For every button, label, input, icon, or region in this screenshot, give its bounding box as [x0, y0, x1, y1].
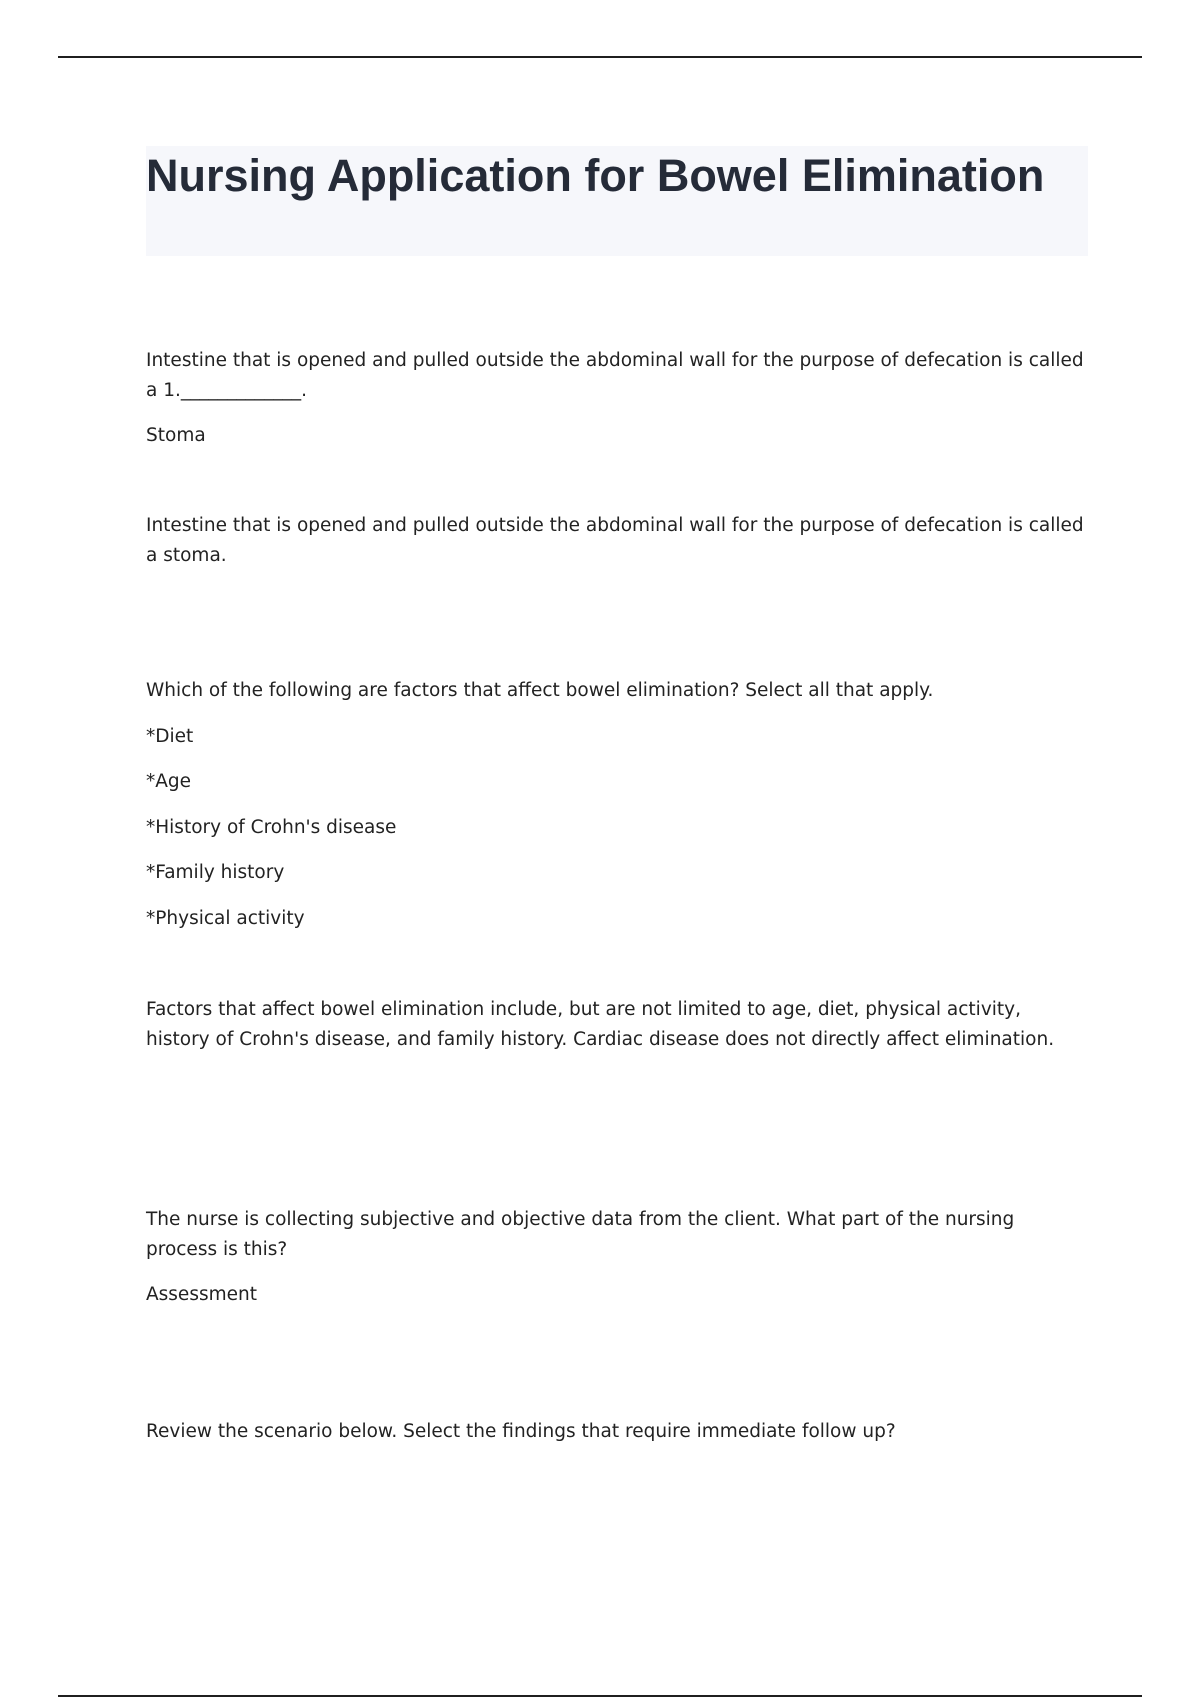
- question-2: Which of the following are factors that affect bowel elimination? Select all that apply.: [146, 680, 934, 701]
- question-3: The nurse is collecting subjective and objective data from the client. What part of the nursing process is this?: [146, 1209, 1015, 1260]
- answer-3: Assessment: [146, 1284, 257, 1305]
- question-1: Intestine that is opened and pulled outside the abdominal wall for the purpose of defecation is called a 1._____________.: [146, 350, 1084, 401]
- answer-1: Stoma: [146, 425, 206, 446]
- answer-item-age: *Age: [146, 771, 192, 792]
- answer-item-family-history: *Family history: [146, 862, 285, 883]
- answer-item-diet: *Diet: [146, 726, 194, 747]
- title-block: [146, 146, 1088, 256]
- top-rule: [58, 56, 1142, 58]
- answer-item-crohns: *History of Crohn's disease: [146, 817, 397, 838]
- question-4: Review the scenario below. Select the findings that require immediate follow up?: [146, 1421, 896, 1442]
- explanation-1: Intestine that is opened and pulled outside the abdominal wall for the purpose of defecation is called a stoma.: [146, 515, 1084, 566]
- explanation-2: Factors that affect bowel elimination include, but are not limited to age, diet, physical activity, history of Crohn's disease, and family history. Cardiac disease does not directly affect elimination.: [146, 999, 1055, 1050]
- page-title: Nursing Application for Bowel Elimination: [146, 150, 1045, 201]
- bottom-rule: [58, 1695, 1142, 1697]
- answer-item-physical-activity: *Physical activity: [146, 908, 305, 929]
